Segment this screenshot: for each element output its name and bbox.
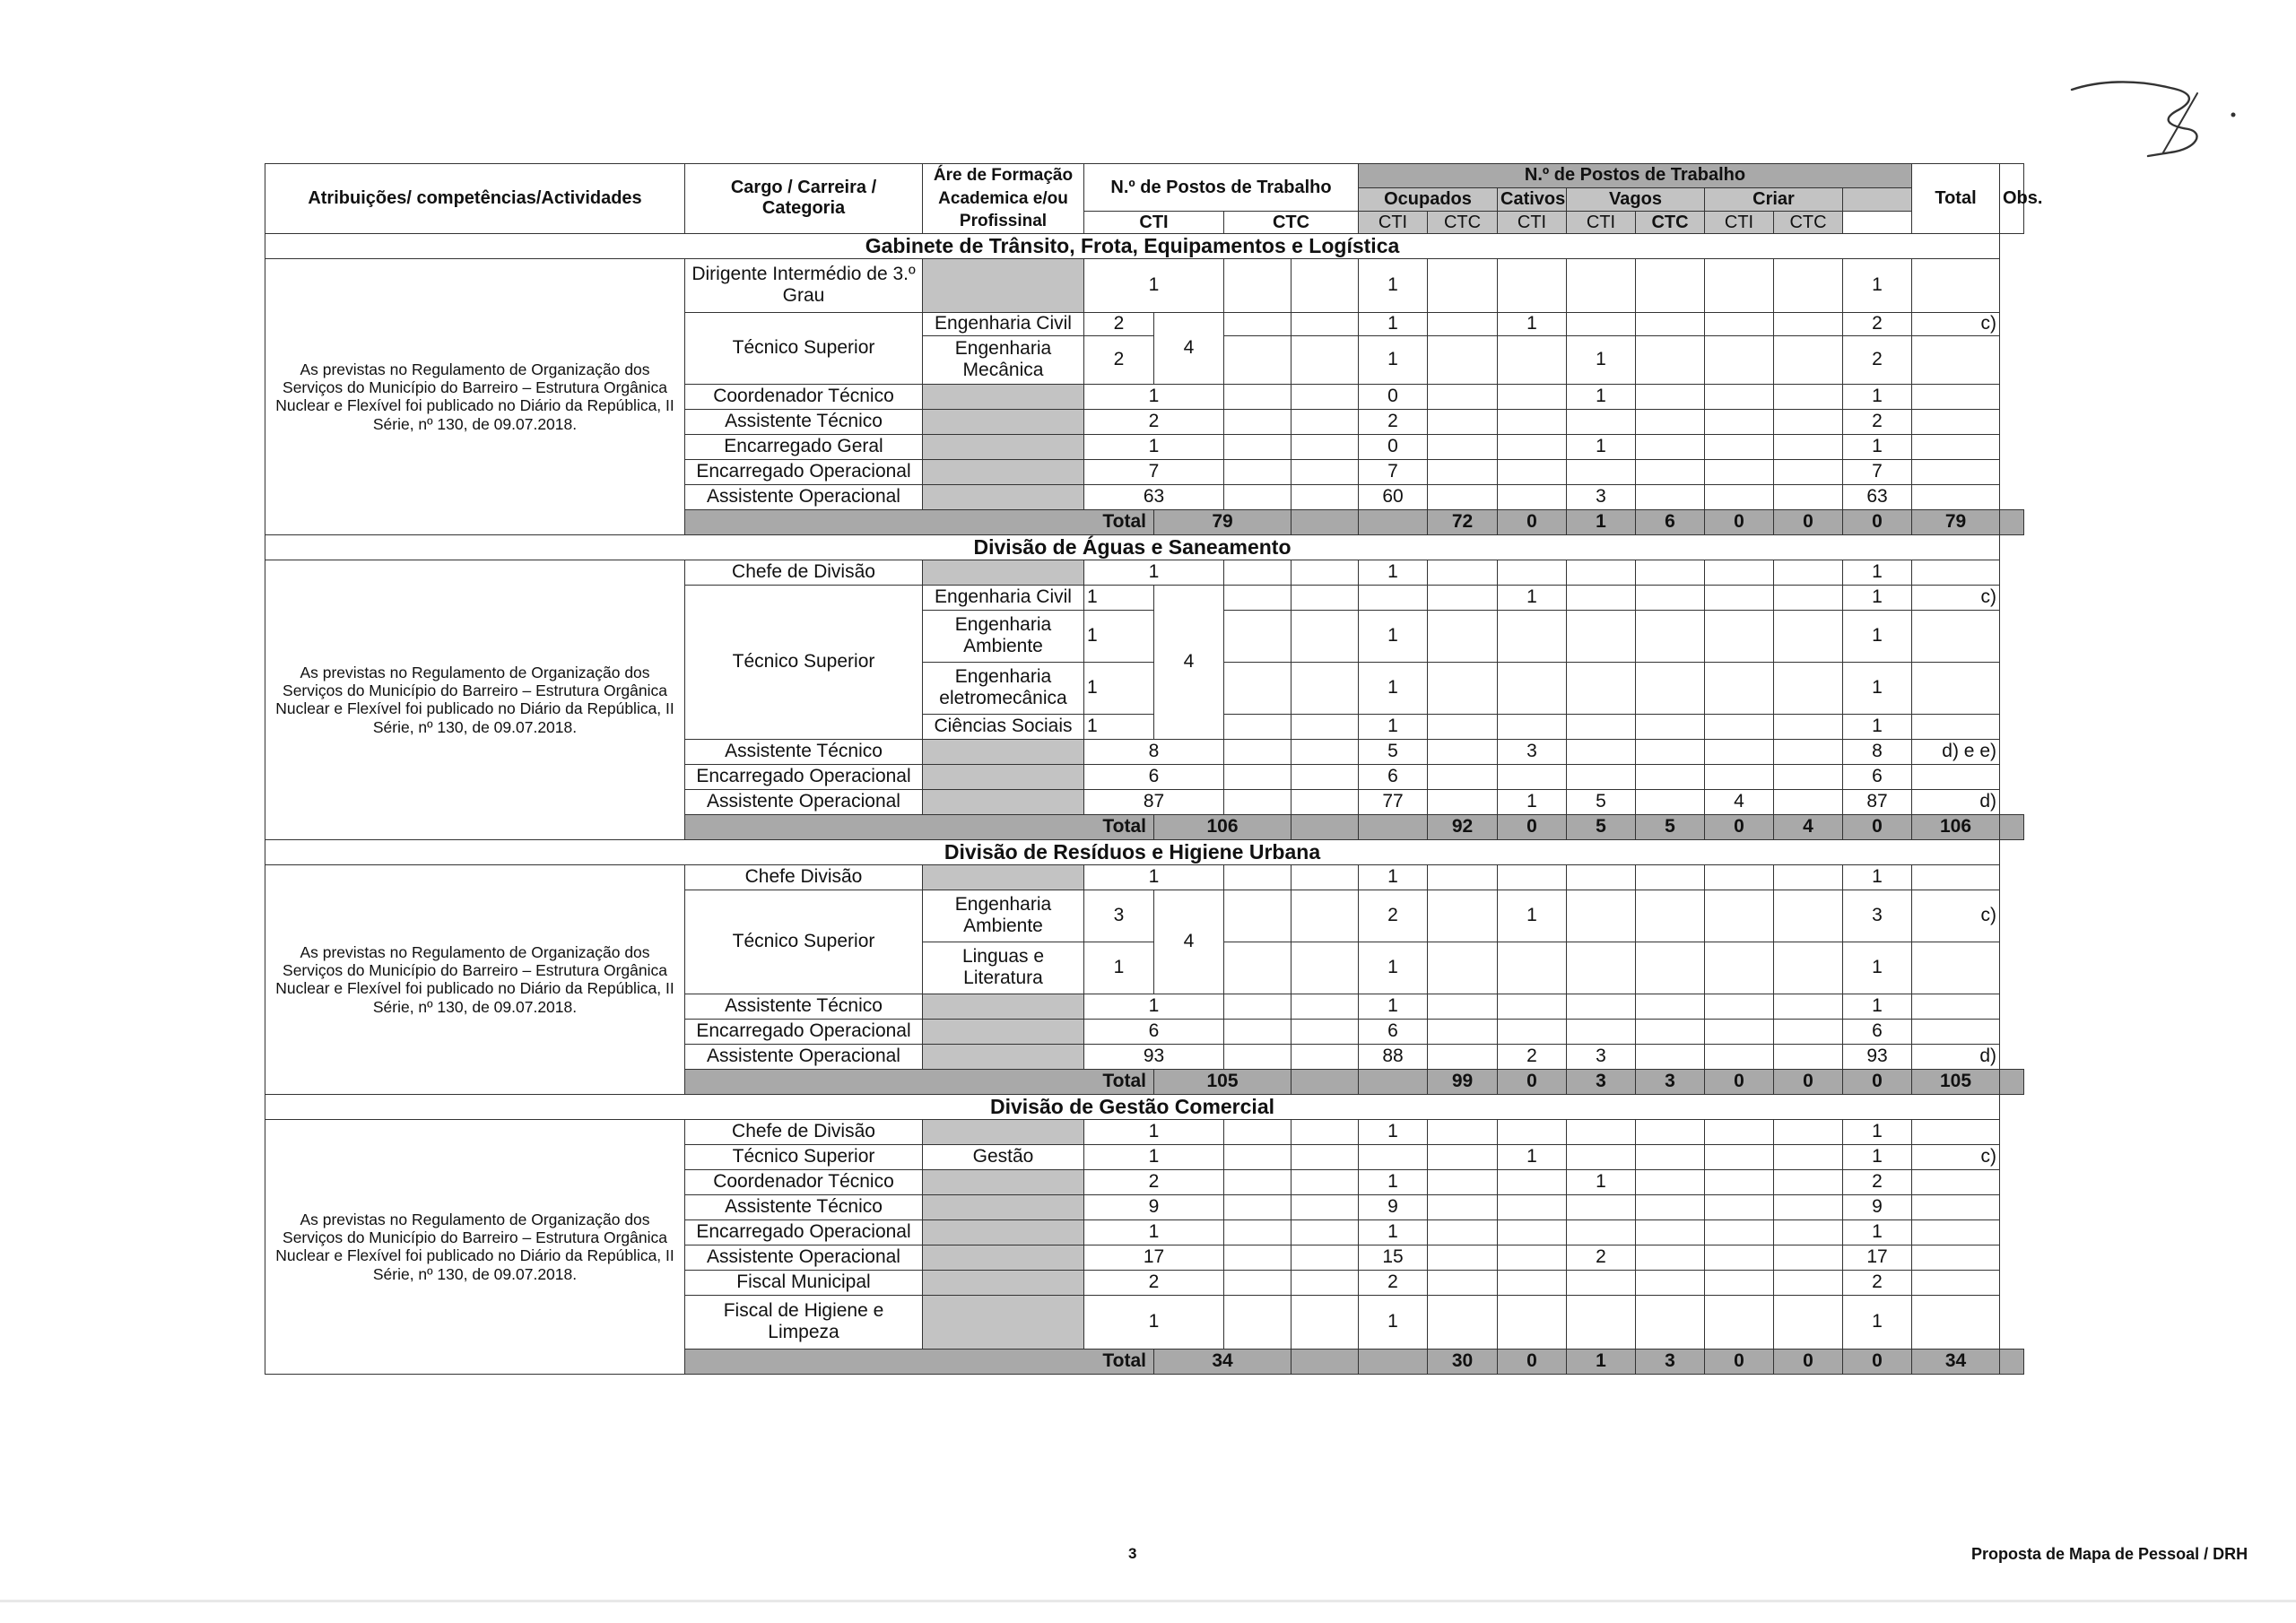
obs-value: d) — [1912, 1044, 2000, 1069]
total-criar-cti: 0 — [1774, 1069, 1843, 1094]
cargo-cell: Dirigente Intermédio de 3.º Grau — [685, 258, 923, 312]
cti-value: 1 — [1084, 434, 1224, 459]
header-vagos-cti: CTI — [1567, 212, 1636, 234]
ocupados-cti-value: 1 — [1359, 1119, 1428, 1144]
total-criar-ctc: 0 — [1843, 1349, 1912, 1374]
total-value: 2 — [1843, 312, 1912, 335]
cativos-value: 1 — [1498, 585, 1567, 610]
cargo-cell: Chefe de Divisão — [685, 560, 923, 585]
cargo-cell: Fiscal de Higiene e Limpeza — [685, 1295, 923, 1349]
header-obs: Obs. — [2000, 164, 2024, 234]
cti-value: 1 — [1084, 1219, 1224, 1245]
cargo-cell: Técnico Superior — [685, 1144, 923, 1169]
section-title: Divisão de Gestão Comercial — [265, 1094, 2000, 1119]
total-ocupados-cti: 30 — [1428, 1349, 1498, 1374]
header-vagos-ctc: CTC — [1636, 212, 1705, 234]
cti-value: 8 — [1084, 739, 1224, 764]
area-cell: Engenharia eletromecânica — [923, 662, 1084, 714]
total-value: 1 — [1843, 610, 1912, 662]
section-title: Divisão de Resíduos e Higiene Urbana — [265, 839, 2000, 864]
handwritten-signature — [2063, 63, 2242, 161]
cargo-cell: Chefe de Divisão — [685, 1119, 923, 1144]
cargo-cell: Assistente Técnico — [685, 739, 923, 764]
total-vagos-cti: 6 — [1636, 509, 1705, 534]
total-value: 6 — [1843, 764, 1912, 789]
total-label: Total — [685, 814, 1154, 839]
total-cti-value: 79 — [1154, 509, 1292, 534]
cargo-cell: Assistente Operacional — [685, 1044, 923, 1069]
ocupados-cti-value: 0 — [1359, 434, 1428, 459]
total-value: 63 — [1843, 484, 1912, 509]
ocupados-cti-value: 2 — [1359, 1270, 1428, 1295]
total-value: 1 — [1843, 434, 1912, 459]
scan-edge — [0, 1600, 2296, 1602]
area-cell: Engenharia Ambiente — [923, 890, 1084, 942]
total-label: Total — [685, 1349, 1154, 1374]
total-value: 3 — [1843, 890, 1912, 942]
cargo-cell: Encarregado Geral — [685, 434, 923, 459]
footer-title: Proposta de Mapa de Pessoal / DRH — [1971, 1545, 2248, 1563]
vagos-cti-value: 1 — [1567, 384, 1636, 409]
ocupados-cti-value: 2 — [1359, 890, 1428, 942]
vagos-cti-value: 1 — [1567, 335, 1636, 384]
ocupados-cti-value: 1 — [1359, 312, 1428, 335]
cti-value: 2 — [1084, 409, 1224, 434]
total-criar-cti: 0 — [1774, 509, 1843, 534]
ocupados-cti-value: 1 — [1359, 258, 1428, 312]
header-cargo: Cargo / Carreira / Categoria — [685, 164, 923, 234]
total-value: 2 — [1843, 335, 1912, 384]
header-ocupados: Ocupados — [1359, 187, 1498, 212]
total-value: 1 — [1843, 1295, 1912, 1349]
cti-value: 6 — [1084, 1019, 1224, 1044]
header-cti: CTI — [1084, 212, 1224, 234]
obs-value: d) — [1912, 789, 2000, 814]
cti-value: 2 — [1084, 1169, 1224, 1194]
cti-value: 1 — [1084, 864, 1224, 890]
page-number: 3 — [1128, 1545, 1137, 1562]
total-value: 1 — [1843, 1119, 1912, 1144]
total-criar-ctc: 0 — [1843, 814, 1912, 839]
cargo-cell: Encarregado Operacional — [685, 1019, 923, 1044]
cargo-cell: Técnico Superior — [685, 890, 923, 994]
cti-value: 1 — [1084, 994, 1224, 1019]
header-attributions: Atribuições/ competências/Actividades — [265, 164, 685, 234]
total-value: 1 — [1843, 864, 1912, 890]
cti-value: 17 — [1084, 1245, 1224, 1270]
cti-value: 63 — [1084, 484, 1224, 509]
cativos-value: 1 — [1498, 890, 1567, 942]
header-postos-left: N.º de Postos de Trabalho — [1084, 164, 1359, 212]
total-value: 1 — [1843, 585, 1912, 610]
cargo-cell: Técnico Superior — [685, 312, 923, 384]
total-cativos: 3 — [1567, 1069, 1636, 1094]
cti-group-value: 4 — [1154, 585, 1224, 739]
total-label: Total — [685, 509, 1154, 534]
total-value: 7 — [1843, 459, 1912, 484]
area-cell: Engenharia Civil — [923, 312, 1084, 335]
area-cell: Gestão — [923, 1144, 1084, 1169]
ocupados-cti-value: 1 — [1359, 714, 1428, 739]
cargo-cell: Assistente Técnico — [685, 409, 923, 434]
cti-value: 6 — [1084, 764, 1224, 789]
header-ctc: CTC — [1224, 212, 1359, 234]
total-value: 1 — [1843, 942, 1912, 994]
vagos-cti-value: 1 — [1567, 434, 1636, 459]
ocupados-cti-value: 5 — [1359, 739, 1428, 764]
cativos-value: 1 — [1498, 789, 1567, 814]
cargo-cell: Encarregado Operacional — [685, 1219, 923, 1245]
total-total: 79 — [1912, 509, 2000, 534]
area-cell: Linguas e Literatura — [923, 942, 1084, 994]
total-value: 17 — [1843, 1245, 1912, 1270]
total-criar-cti: 0 — [1774, 1349, 1843, 1374]
attributions-text: As previstas no Regulamento de Organização dos Serviços do Município do Barreiro – Estrutura Orgânica Nuclear e Flexível foi publicado no Diário da República, II Série, nº 130, de 09.07.2018. — [265, 864, 685, 1094]
attributions-text: As previstas no Regulamento de Organização dos Serviços do Município do Barreiro – Estrutura Orgânica Nuclear e Flexível foi publicado no Diário da República, II Série, nº 130, de 09.07.2018. — [265, 1119, 685, 1374]
ocupados-cti-value: 6 — [1359, 764, 1428, 789]
ocupados-cti-value: 1 — [1359, 864, 1428, 890]
cti-value: 3 — [1084, 890, 1154, 942]
ocupados-cti-value: 1 — [1359, 942, 1428, 994]
cargo-cell: Fiscal Municipal — [685, 1270, 923, 1295]
total-ocupados-cti: 99 — [1428, 1069, 1498, 1094]
total-vagos-ctc: 0 — [1705, 1349, 1774, 1374]
obs-value: c) — [1912, 312, 2000, 335]
total-vagos-ctc: 0 — [1705, 1069, 1774, 1094]
ocupados-cti-value: 1 — [1359, 1295, 1428, 1349]
area-cell: Engenharia Ambiente — [923, 610, 1084, 662]
cargo-cell: Chefe Divisão — [685, 864, 923, 890]
ocupados-cti-value: 1 — [1359, 662, 1428, 714]
header-ocupados-cti: CTI — [1359, 212, 1428, 234]
cargo-cell: Assistente Operacional — [685, 1245, 923, 1270]
total-ocupados-ctc: 0 — [1498, 814, 1567, 839]
cti-value: 1 — [1084, 662, 1154, 714]
cargo-cell: Assistente Operacional — [685, 789, 923, 814]
total-value: 1 — [1843, 258, 1912, 312]
ocupados-cti-value: 1 — [1359, 1219, 1428, 1245]
total-vagos-cti: 5 — [1636, 814, 1705, 839]
total-ocupados-ctc: 0 — [1498, 1349, 1567, 1374]
section-title: Gabinete de Trânsito, Frota, Equipamentos e Logística — [265, 233, 2000, 258]
total-cativos: 1 — [1567, 1349, 1636, 1374]
cargo-cell: Coordenador Técnico — [685, 384, 923, 409]
cargo-cell: Assistente Técnico — [685, 1194, 923, 1219]
cti-value: 1 — [1084, 384, 1224, 409]
header-criar: Criar — [1705, 187, 1843, 212]
area-cell: Ciências Sociais — [923, 714, 1084, 739]
attributions-text: As previstas no Regulamento de Organização dos Serviços do Município do Barreiro – Estrutura Orgânica Nuclear e Flexível foi publicado no Diário da República, II Série, nº 130, de 09.07.2018. — [265, 560, 685, 839]
cativos-value: 2 — [1498, 1044, 1567, 1069]
total-vagos-ctc: 0 — [1705, 509, 1774, 534]
obs-value: c) — [1912, 890, 2000, 942]
total-value: 2 — [1843, 1270, 1912, 1295]
header-cativos-cti: CTI — [1498, 212, 1567, 234]
total-value: 9 — [1843, 1194, 1912, 1219]
total-vagos-cti: 3 — [1636, 1069, 1705, 1094]
cti-group-value: 4 — [1154, 890, 1224, 994]
total-criar-cti: 4 — [1774, 814, 1843, 839]
total-cativos: 5 — [1567, 814, 1636, 839]
cargo-cell: Coordenador Técnico — [685, 1169, 923, 1194]
cti-value: 2 — [1084, 335, 1154, 384]
area-cell: Engenharia Civil — [923, 585, 1084, 610]
cti-value: 1 — [1084, 585, 1154, 610]
total-ocupados-ctc: 0 — [1498, 1069, 1567, 1094]
cti-value: 1 — [1084, 1119, 1224, 1144]
total-vagos-ctc: 0 — [1705, 814, 1774, 839]
vagos-cti-value: 1 — [1567, 1169, 1636, 1194]
total-cti-value: 34 — [1154, 1349, 1292, 1374]
vagos-cti-value: 3 — [1567, 484, 1636, 509]
ocupados-cti-value: 1 — [1359, 610, 1428, 662]
cti-value: 93 — [1084, 1044, 1224, 1069]
cti-value: 87 — [1084, 789, 1224, 814]
total-ocupados-cti: 72 — [1428, 509, 1498, 534]
cativos-value: 1 — [1498, 312, 1567, 335]
total-value: 2 — [1843, 409, 1912, 434]
total-value: 1 — [1843, 714, 1912, 739]
cti-value: 1 — [1084, 714, 1154, 739]
ocupados-cti-value: 1 — [1359, 335, 1428, 384]
cti-value: 7 — [1084, 459, 1224, 484]
total-value: 1 — [1843, 662, 1912, 714]
attributions-text: As previstas no Regulamento de Organização dos Serviços do Município do Barreiro – Estrutura Orgânica Nuclear e Flexível foi publicado no Diário da República, II Série, nº 130, de 09.07.2018. — [265, 258, 685, 534]
staff-map-table — [265, 163, 2043, 1375]
ocupados-cti-value: 77 — [1359, 789, 1428, 814]
ocupados-cti-value: 0 — [1359, 384, 1428, 409]
ocupados-cti-value: 6 — [1359, 1019, 1428, 1044]
cti-value: 2 — [1084, 312, 1154, 335]
criar-cti-value: 4 — [1705, 789, 1774, 814]
total-value: 2 — [1843, 1169, 1912, 1194]
header-area: Áre de Formação Academica e/ou Profissinal — [923, 164, 1084, 234]
ocupados-cti-value: 2 — [1359, 409, 1428, 434]
vagos-cti-value: 2 — [1567, 1245, 1636, 1270]
header-vagos: Vagos — [1567, 187, 1705, 212]
cargo-cell: Assistente Técnico — [685, 994, 923, 1019]
total-value: 8 — [1843, 739, 1912, 764]
total-total: 34 — [1912, 1349, 2000, 1374]
cti-value: 2 — [1084, 1270, 1224, 1295]
cti-group-value: 4 — [1154, 312, 1224, 384]
obs-value: c) — [1912, 1144, 2000, 1169]
obs-value: c) — [1912, 585, 2000, 610]
ocupados-cti-value: 60 — [1359, 484, 1428, 509]
cativos-value: 1 — [1498, 1144, 1567, 1169]
ocupados-cti-value: 7 — [1359, 459, 1428, 484]
total-label: Total — [685, 1069, 1154, 1094]
cti-value: 9 — [1084, 1194, 1224, 1219]
header-cativos: Cativos — [1498, 187, 1567, 212]
total-total: 105 — [1912, 1069, 2000, 1094]
total-cti-value: 105 — [1154, 1069, 1292, 1094]
cti-value: 1 — [1084, 610, 1154, 662]
cti-value: 1 — [1084, 1295, 1224, 1349]
ocupados-cti-value: 1 — [1359, 560, 1428, 585]
total-vagos-cti: 3 — [1636, 1349, 1705, 1374]
cargo-cell: Encarregado Operacional — [685, 764, 923, 789]
obs-value: d) e e) — [1912, 739, 2000, 764]
header-ocupados-ctc: CTC — [1428, 212, 1498, 234]
vagos-cti-value: 5 — [1567, 789, 1636, 814]
ocupados-cti-value: 1 — [1359, 994, 1428, 1019]
ocupados-cti-value: 9 — [1359, 1194, 1428, 1219]
total-value: 6 — [1843, 1019, 1912, 1044]
header-criar-cti: CTI — [1705, 212, 1774, 234]
total-cativos: 1 — [1567, 509, 1636, 534]
cti-value: 1 — [1084, 258, 1224, 312]
total-value: 1 — [1843, 994, 1912, 1019]
total-total: 106 — [1912, 814, 2000, 839]
total-criar-ctc: 0 — [1843, 509, 1912, 534]
total-value: 1 — [1843, 384, 1912, 409]
section-title: Divisão de Águas e Saneamento — [265, 534, 2000, 560]
header-total: Total — [1912, 164, 2000, 234]
total-value: 87 — [1843, 789, 1912, 814]
total-cti-value: 106 — [1154, 814, 1292, 839]
total-criar-ctc: 0 — [1843, 1069, 1912, 1094]
header-criar-ctc: CTC — [1774, 212, 1843, 234]
cargo-cell: Assistente Operacional — [685, 484, 923, 509]
total-ocupados-ctc: 0 — [1498, 509, 1567, 534]
total-ocupados-cti: 92 — [1428, 814, 1498, 839]
cti-value: 1 — [1084, 1144, 1224, 1169]
total-value: 1 — [1843, 560, 1912, 585]
cativos-value: 3 — [1498, 739, 1567, 764]
ocupados-cti-value: 1 — [1359, 1169, 1428, 1194]
cargo-cell: Técnico Superior — [685, 585, 923, 739]
ocupados-cti-value: 15 — [1359, 1245, 1428, 1270]
cargo-cell: Encarregado Operacional — [685, 459, 923, 484]
area-cell: Engenharia Mecânica — [923, 335, 1084, 384]
ocupados-cti-value: 88 — [1359, 1044, 1428, 1069]
header-blank — [1843, 187, 1912, 212]
total-value: 1 — [1843, 1219, 1912, 1245]
total-value: 1 — [1843, 1144, 1912, 1169]
header-postos-right: N.º de Postos de Trabalho — [1359, 164, 1912, 188]
cti-value: 1 — [1084, 560, 1224, 585]
cti-value: 1 — [1084, 942, 1154, 994]
total-value: 93 — [1843, 1044, 1912, 1069]
vagos-cti-value: 3 — [1567, 1044, 1636, 1069]
